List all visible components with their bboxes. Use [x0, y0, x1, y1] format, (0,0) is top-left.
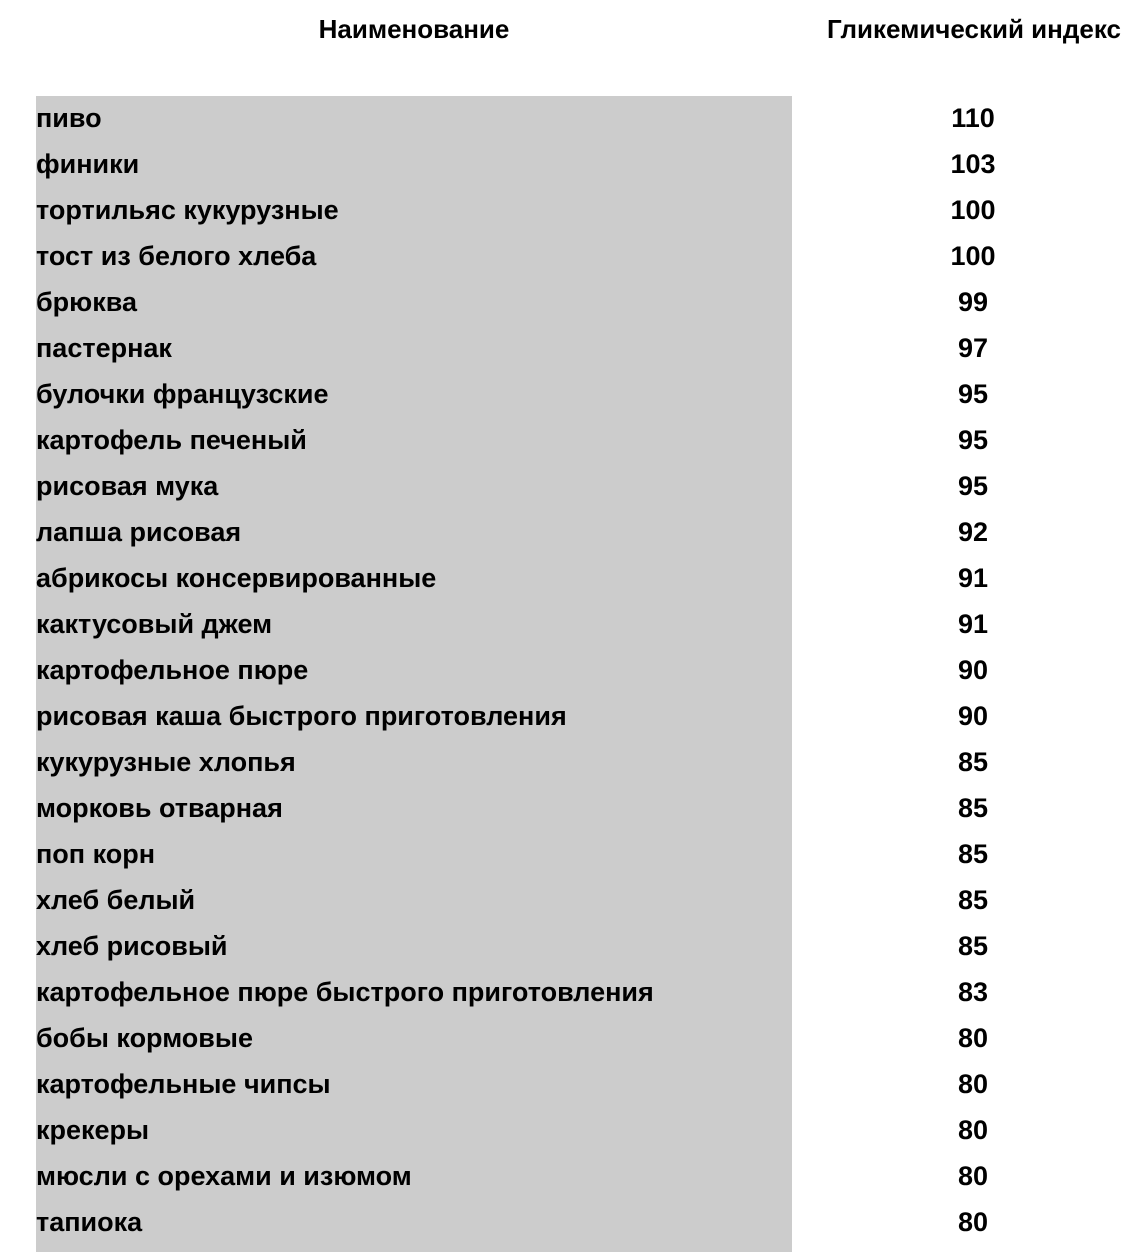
product-name-cell: тост из белого хлеба — [36, 241, 317, 271]
product-name-cell: лапша рисовая — [36, 517, 242, 547]
table-row — [0, 1200, 1148, 1246]
table-row — [0, 832, 1148, 878]
glycemic-index-cell: 91 — [957, 609, 989, 639]
glycemic-index-cell: 85 — [957, 747, 989, 777]
product-name-cell: картофель печеный — [36, 425, 307, 455]
glycemic-index-cell: 90 — [957, 655, 989, 685]
table-row — [0, 924, 1148, 970]
table-row — [0, 418, 1148, 464]
table-row — [0, 464, 1148, 510]
table-row — [0, 1108, 1148, 1154]
glycemic-index-cell: 95 — [957, 379, 989, 409]
table-row — [0, 740, 1148, 786]
glycemic-index-cell: 90 — [957, 701, 989, 731]
table-header — [0, 0, 1148, 60]
table-body — [0, 96, 1148, 1246]
table-row — [0, 648, 1148, 694]
glycemic-index-cell: 85 — [957, 931, 989, 961]
table-row — [0, 372, 1148, 418]
table-row — [0, 326, 1148, 372]
table-row — [0, 786, 1148, 832]
glycemic-index-cell: 85 — [957, 793, 989, 823]
product-name-cell: поп корн — [36, 839, 156, 869]
product-name-cell: картофельное пюре — [36, 655, 309, 685]
table-row — [0, 602, 1148, 648]
table-row — [0, 1062, 1148, 1108]
glycemic-index-cell: 80 — [957, 1207, 989, 1237]
glycemic-index-cell: 85 — [957, 885, 989, 915]
glycemic-index-cell: 100 — [950, 195, 996, 225]
product-name-cell: морковь отварная — [36, 793, 283, 823]
glycemic-index-cell: 85 — [957, 839, 989, 869]
table-row — [0, 694, 1148, 740]
table-row — [0, 188, 1148, 234]
column-header-glycemic-index: Гликемический индекс — [827, 14, 1121, 44]
glycemic-index-cell: 80 — [957, 1115, 989, 1145]
product-name-cell: брюква — [36, 287, 137, 317]
product-name-cell: абрикосы консервированные — [36, 563, 437, 593]
table-row — [0, 280, 1148, 326]
glycemic-index-cell: 92 — [957, 517, 989, 547]
product-name-cell: пастернак — [36, 333, 172, 363]
table-row — [0, 234, 1148, 280]
glycemic-index-cell: 80 — [957, 1161, 989, 1191]
product-name-cell: кактусовый джем — [36, 609, 273, 639]
glycemic-index-cell: 100 — [950, 241, 996, 271]
table-row — [0, 1016, 1148, 1062]
product-name-cell: рисовая каша быстрого приготовления — [36, 701, 567, 731]
product-name-cell: финики — [36, 149, 140, 179]
table-row — [0, 510, 1148, 556]
glycemic-index-cell: 110 — [951, 103, 995, 133]
product-name-cell: рисовая мука — [36, 471, 219, 501]
glycemic-index-cell: 80 — [957, 1023, 989, 1053]
product-name-cell: тапиока — [36, 1207, 143, 1237]
glycemic-index-cell: 83 — [957, 977, 989, 1007]
product-name-cell: тортильяс кукурузные — [36, 195, 339, 225]
table-row — [0, 970, 1148, 1016]
glycemic-index-cell: 99 — [957, 287, 989, 317]
glycemic-index-cell: 95 — [957, 471, 989, 501]
product-name-cell: хлеб белый — [36, 885, 196, 915]
glycemic-index-cell: 80 — [957, 1069, 989, 1099]
product-name-cell: кукурузные хлопья — [36, 747, 296, 777]
product-name-cell: булочки французские — [36, 379, 329, 409]
product-name-cell: мюсли с орехами и изюмом — [36, 1161, 412, 1191]
product-name-cell: бобы кормовые — [36, 1023, 253, 1053]
table-row — [0, 556, 1148, 602]
product-name-cell: картофельное пюре быстрого приготовления — [36, 977, 654, 1007]
table-row — [0, 96, 1148, 142]
product-name-cell: крекеры — [36, 1115, 150, 1145]
glycemic-index-cell: 97 — [957, 333, 989, 363]
column-header-name: Наименование — [318, 14, 510, 44]
table-row — [0, 878, 1148, 924]
product-name-cell: пиво — [36, 103, 102, 133]
product-name-cell: хлеб рисовый — [36, 931, 228, 961]
table-row — [0, 142, 1148, 188]
product-name-cell: картофельные чипсы — [36, 1069, 331, 1099]
glycemic-index-cell: 103 — [950, 149, 996, 179]
glycemic-index-cell: 91 — [957, 563, 989, 593]
glycemic-index-cell: 95 — [957, 425, 989, 455]
table-row — [0, 1154, 1148, 1200]
